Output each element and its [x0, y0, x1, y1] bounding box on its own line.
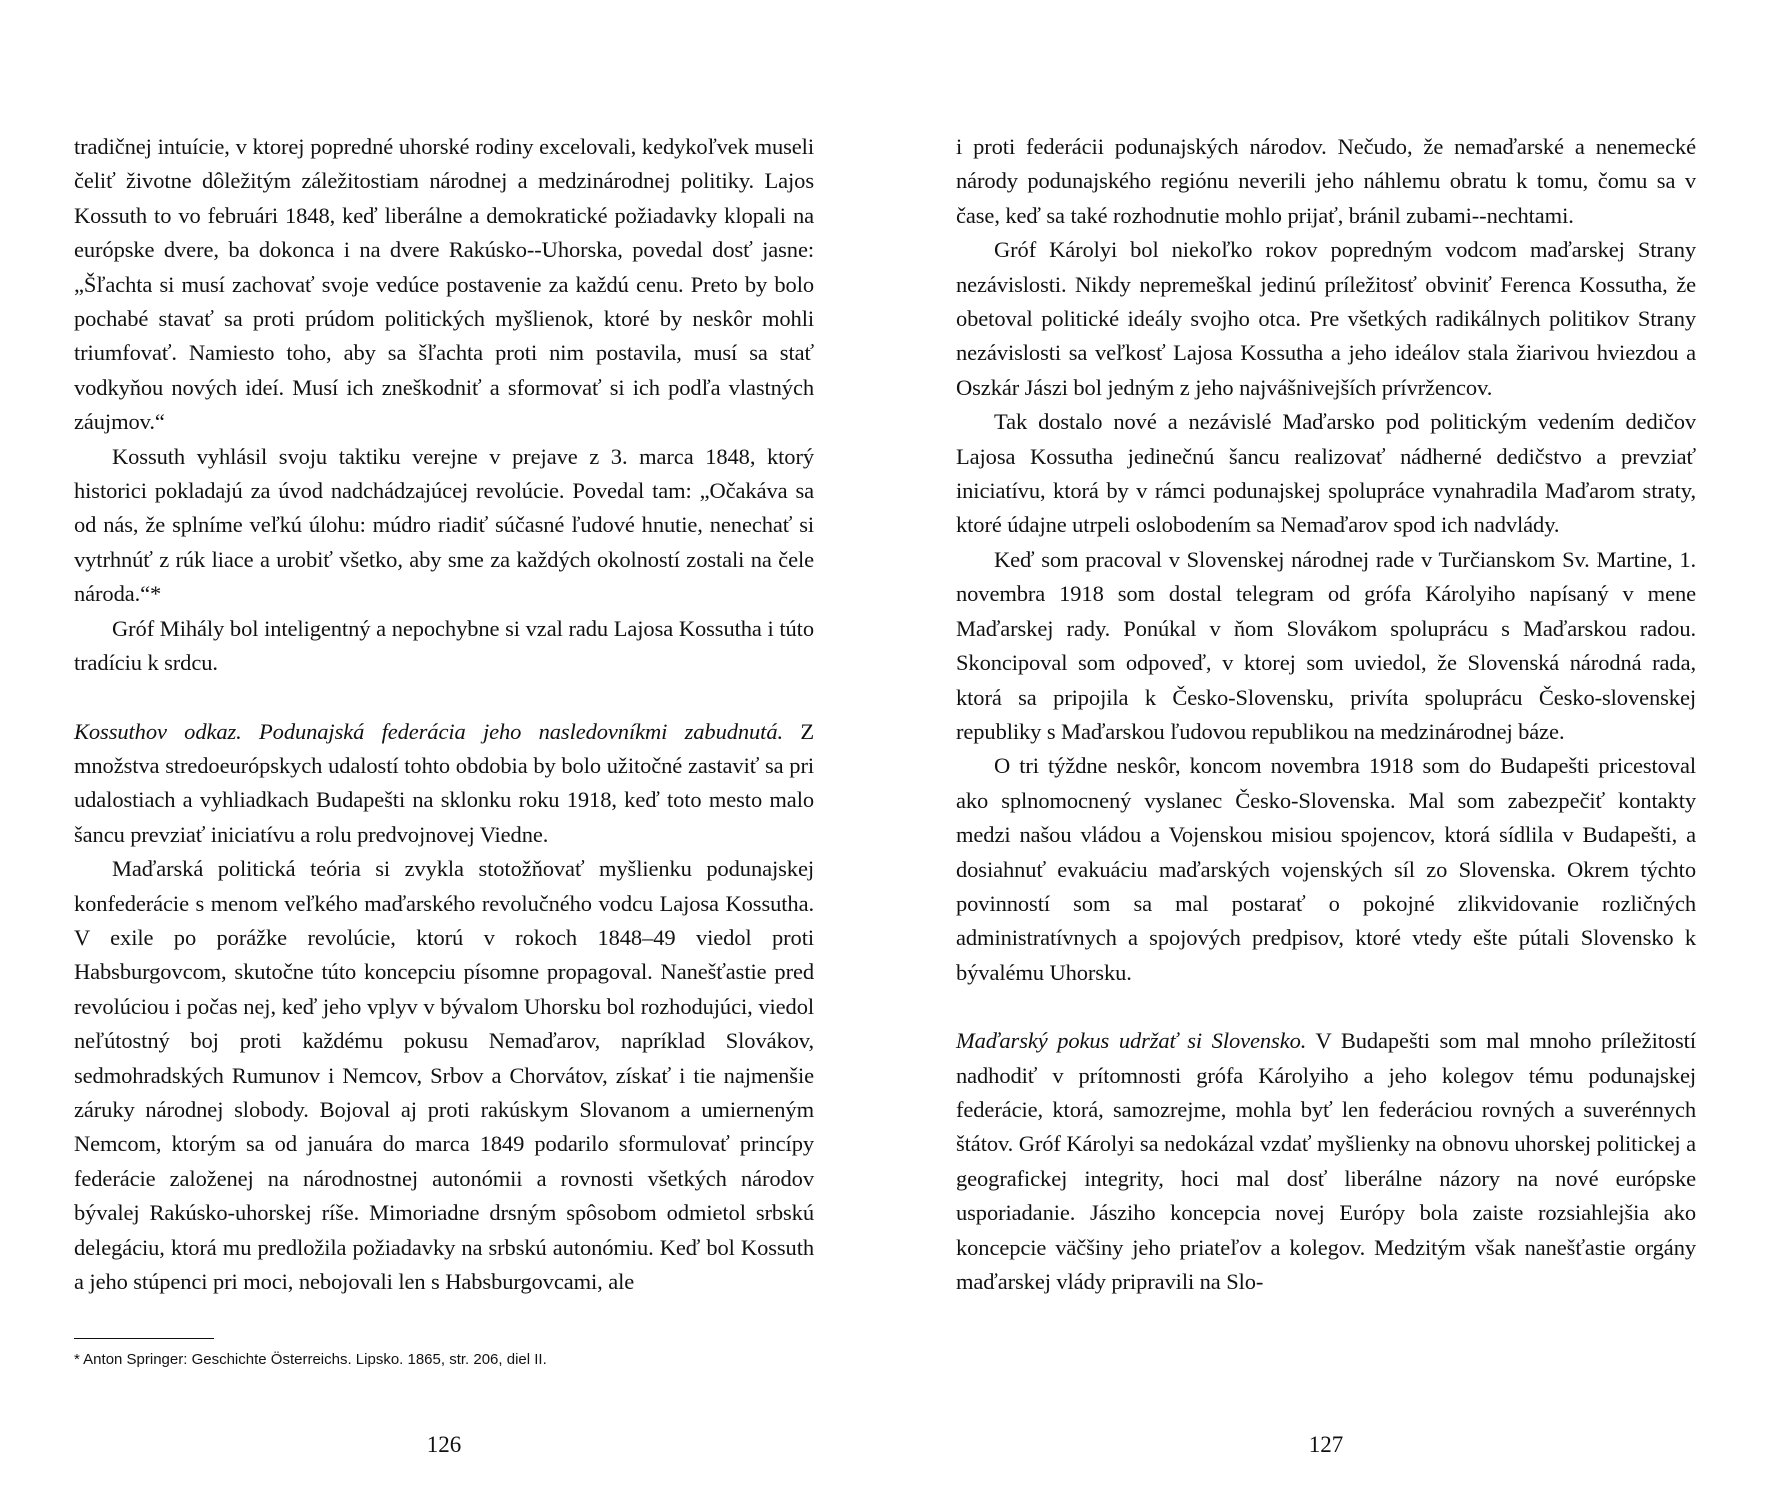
right-paragraph-2: Gróf Károlyi bol niekoľko rokov popredným vodcom maďarskej Strany nezávislosti. Nikdy nepremeškal jedinú príležitosť obviniť Ferenca Kossutha, že obetoval politické ideály svojho otca. Pre všetkých radikálnych politikov Strany nezávislosti sa veľkosť Lajosa Kossutha a jeho ideálov stala žiarivou hviezdou a Oszkár Jászi bol jedným z jeho najvášnivejších prívržencov. — [956, 237, 1696, 400]
right-paragraph-5: O tri týždne neskôr, koncom novembra 1918 som do Budapešti pricestoval ako splnomocnený vyslanec Česko-Slovenska. Mal som zabezpečiť kontakty medzi našou vládou a Vojenskou misiou spojencov, ktorá sídlila v Budapešti, a dosiahnuť evakuáciu maďarských vojenských síl zo Slovenska. Okrem týchto povinností som sa mal postarať o pokojné zlikvidovanie rozličných administratívnych a spojových predpisov, ktoré vtedy ešte pútali Slovensko k bývalému Uhorsku. — [956, 753, 1696, 985]
right-paragraph-1: i proti federácii podunajských národov. Nečudo, že nemaďarské a nenemecké národy podunajského regiónu neverili jeho náhlemu obratu k tomu, čomu sa v čase, keď sa také rozhodnutie mohlo prijať, bránil zubami--nechtami. — [956, 134, 1696, 228]
right-page-number: 127 — [1308, 1432, 1344, 1457]
right-section-paragraph-1 — [956, 1024, 1696, 1299]
footnote-rule — [74, 1338, 214, 1339]
left-section-paragraph-2: Maďarská politická teória si zvykla stotožňovať myšlienku podunajskej konfederácie s menom veľkého maďarského revolučného vodcu Lajosa Kossutha. V exile po porážke revolúcie, ktorú v rokoch 1848–49 viedol proti Habsburgovcom, skutočne túto koncepciu písomne propagoval. Nanešťastie pred revolúciou i počas nej, keď jeho vplyv v bývalom Uhorsku bol rozhodujúci, viedol neľútostný boj proti každému pokusu Nemaďarov, napríklad Slovákov, sedmohradských Rumunov i Nemcov, Srbov a Chorvátov, získať i tie najmenšie záruky národnej slobody. Bojoval aj proti rakúskym Slovanom a umierneným Nemcom, ktorým sa od januára do marca 1849 podarilo sformulovať princípy federácie založenej na národnostnej autonómii a rovnosti všetkých národov bývalej Rakúsko-uhorskej ríše. Mimoriadne drsným spôsobom odmietol srbskú delegáciu, ktorá mu predložila požiadavky na srbskú autonómiu. Keď bol Kossuth a jeho stúpenci pri moci, nebojovali len s Habsburgovcami, ale — [74, 856, 814, 1294]
left-paragraph-3: Gróf Mihály bol inteligentný a nepochybne si vzal radu Lajosa Kossutha i túto tradíciu k srdcu. — [74, 615, 814, 676]
left-page-number: 126 — [426, 1432, 462, 1457]
left-paragraph-2: Kossuth vyhlásil svoju taktiku verejne v prejave z 3. marca 1848, ktorý historici pokladajú za úvod nadchádzajúcej revolúcie. Povedal tam: „Očakáva sa od nás, že splníme veľkú úlohu: múdro riadiť súčasné ľudové hnutie, nenechať si vytrhnúť z rúk liace a urobiť všetko, aby sme za každých okolností zostali na čele národa.“* — [74, 443, 814, 607]
footnote: * Anton Springer: Geschichte Österreichs. Lipsko. 1865, str. 206, diel II. — [74, 1351, 547, 1368]
left-section-heading: Kossuthov odkaz. Podunajská federácia jeho nasledovníkmi zabudnutá. — [74, 718, 784, 744]
right-page — [956, 130, 1696, 1470]
left-section-body-1: Z množstva stredoeurópskych udalostí tohto obdobia by bolo užitočné zastaviť sa pri udalostiach a vyhliadkach Budapešti na sklonku roku 1918, keď toto mesto malo šancu prevziať iniciatívu a rolu predvojnovej Viedne. — [74, 718, 814, 847]
right-section-body-1: V Budapešti som mal mnoho príležitostí nadhodiť v prítomnosti grófa Károlyiho a jeho kolegov tému podunajskej federácie, ktorá, samozrejme, mohla byť len federáciou rovných a suverénnych štátov. Gróf Károlyi sa nedokázal vzdať myšlienky na obnovu uhorskej politickej a geografickej integrity, hoci mal dosť liberálne názory na nové európske usporiadanie. Jásziho koncepcia novej Európy bola zaiste rozsiahlejšia ako koncepcie väčšiny jeho priateľov a kolegov. Medzitým však nanešťastie orgány maďarskej vlády pripravili na Slo- — [956, 1028, 1696, 1294]
left-section-paragraph-1 — [74, 715, 814, 853]
left-paragraph-1: tradičnej intuície, v ktorej popredné uhorské rodiny excelovali, kedykoľvek museli čeliť životne dôležitým záležitostiam národnej a medzinárodnej politiky. Lajos Kossuth to vo februári 1848, keď liberálne a demokratické požiadavky klopali na európske dvere, ba dokonca i na dvere Rakúsko--Uhorska, povedal dosť jasne: „Šľachta si musí zachovať svoje vedúce postavenie za každú cenu. Preto by bolo pochabé stavať sa proti prúdom politických myšlienok, ktoré by neskôr mohli triumfovať. Namiesto toho, aby sa šľachta proti nim postavila, musí sa stať vodkyňou nových ideí. Musí ich zneškodniť a sformovať si ich podľa vlastných záujmov.“ — [74, 134, 814, 435]
right-section-heading: Maďarský pokus udržať si Slovensko. — [956, 1028, 1307, 1054]
left-page — [74, 130, 814, 1470]
right-paragraph-3: Tak dostalo nové a nezávislé Maďarsko pod politickým vedením dedičov Lajosa Kossutha jedinečnú šancu realizovať nádherné dedičstvo a prevziať iniciatívu, ktorá by v rámci podunajskej spolupráce vynahradila Maďarom straty, ktoré údajne utrpeli oslobodením sa Nemaďarov spod ich nadvlády. — [956, 409, 1696, 538]
right-paragraph-4: Keď som pracoval v Slovenskej národnej rade v Turčianskom Sv. Martine, 1. novembra 1918 som dostal telegram od grófa Károlyiho napísaný v mene Maďarskej rady. Ponúkal v ňom Slovákom spoluprácu s Maďarskou radou. Skoncipoval som odpoveď, v ktorej som uviedol, že Slovenská národná rada, ktorá sa pripojila k Česko-Slovensku, privíta spoluprácu Česko-slovenskej republiky s Maďarskou ľudovou republikou na medzinárodnej báze. — [956, 546, 1696, 744]
